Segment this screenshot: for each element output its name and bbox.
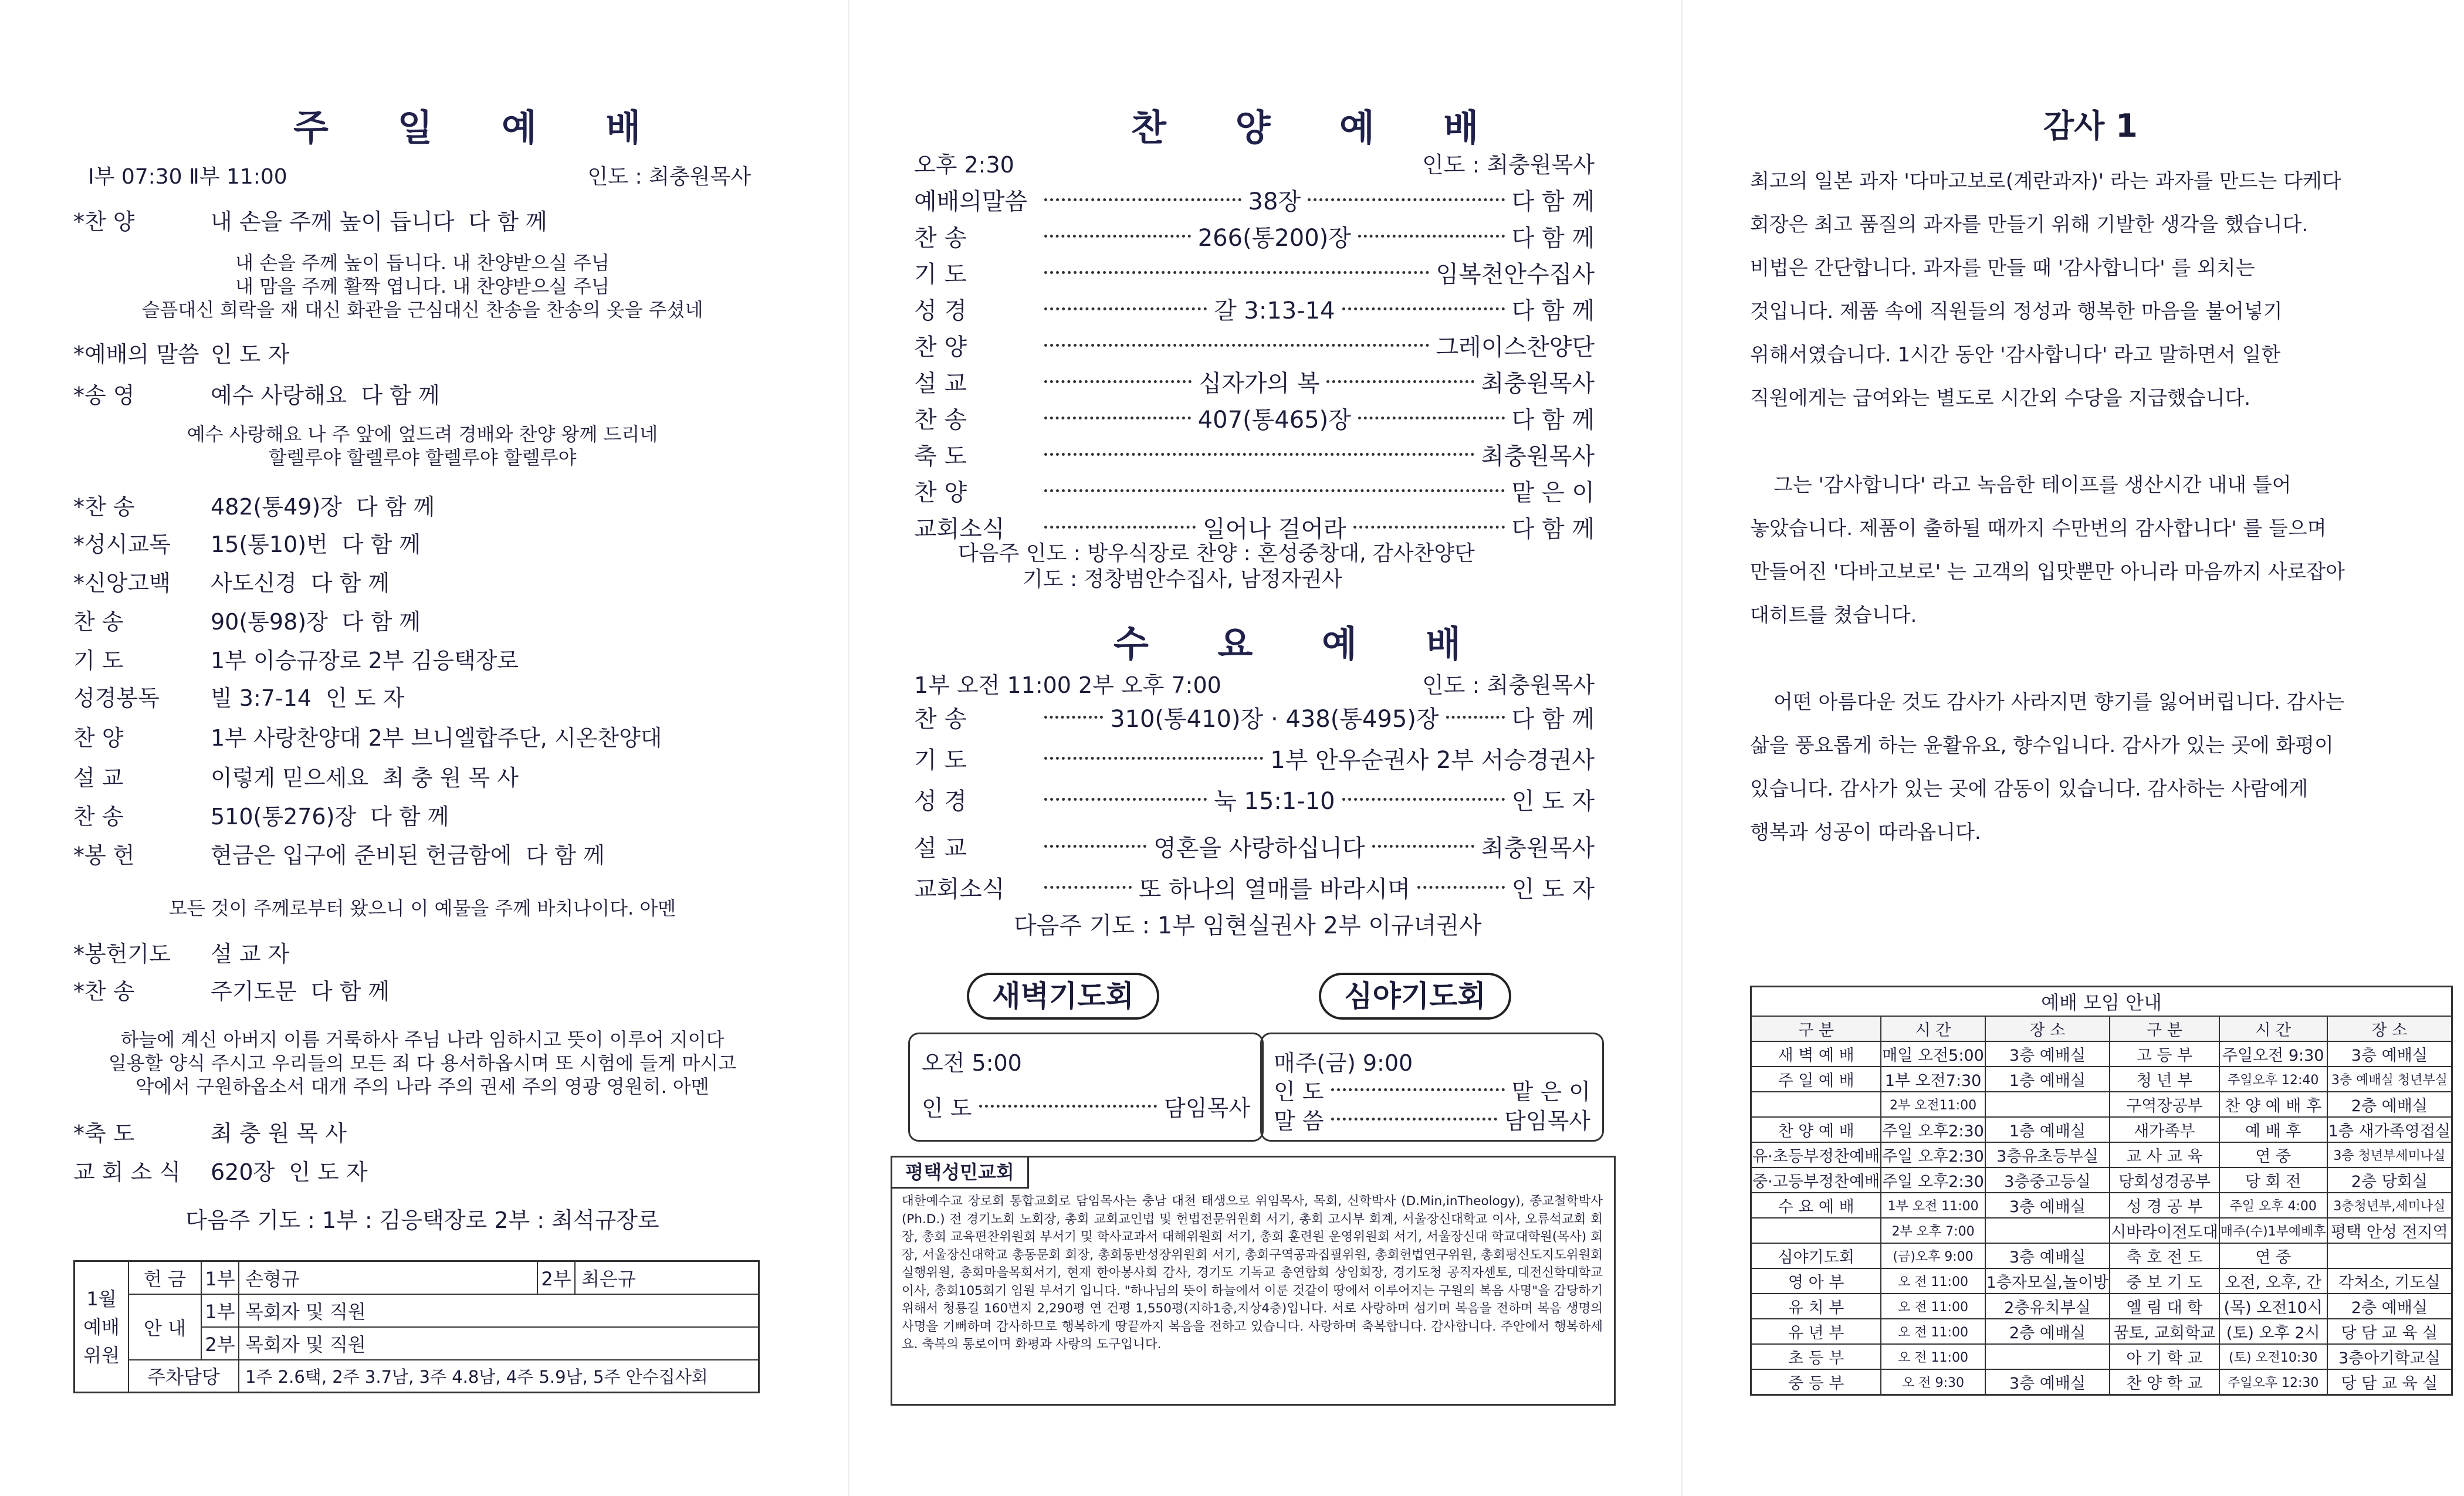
order-label: 설 교 [914, 370, 967, 397]
prose-line: 대히트를 쳤습니다. [1750, 604, 1917, 627]
schedule-cell: 3층청년부,세미나실 [2327, 1193, 2452, 1218]
schedule-cell: 당 담 교 육 실 [2327, 1319, 2452, 1344]
schedule-cell: 3층아기학교실 [2327, 1344, 2452, 1369]
schedule-cell: 고 등 부 [2110, 1041, 2219, 1067]
schedule-cell: 주 일 예 배 [1751, 1067, 1881, 1092]
prose-line: 비법은 간단합니다. 과자를 만들 때 '감사합니다' 를 외치는 [1750, 256, 2255, 280]
schedule-cell: (토) 오전10:30 [2219, 1344, 2327, 1369]
schedule-cell: 당회성경공부 [2110, 1167, 2219, 1193]
order-content: 일어나 걸어라 [1203, 516, 1346, 543]
order-responsible: 설 교 자 [211, 941, 290, 967]
schedule-cell: 주일 오후2:30 [1881, 1117, 1985, 1142]
duty-part: 1부 [201, 1294, 239, 1327]
schedule-row [1751, 1369, 2452, 1395]
order-content: 407(통465)장 [1197, 407, 1351, 434]
order-label: *찬 송 [73, 494, 135, 520]
duty-label: 안 내 [128, 1294, 201, 1360]
order-content: 1부 사랑찬양대 2부 브니엘합주단, 시온찬양대 [211, 725, 662, 751]
schedule-cell: (목) 오전10시 [2219, 1294, 2327, 1319]
schedule-cell: 2층 예배실 [1985, 1319, 2110, 1344]
schedule-cell: 유 치 부 [1751, 1294, 1881, 1319]
dawn-prayer-box [908, 1033, 1264, 1142]
prose-line: 최고의 일본 과자 '다마고보로(계란과자)' 라는 과자를 만드는 다케다 [1750, 170, 2341, 193]
schedule-cell: 찬 양 예 배 [1751, 1117, 1881, 1142]
schedule-cell: 평택 안성 전지역 [2327, 1218, 2452, 1243]
schedule-cell: 새 벽 예 배 [1751, 1041, 1881, 1067]
order-content: 310(통410)장 · 438(통495)장 [1110, 706, 1439, 733]
schedule-cell: 오 전 9:30 [1881, 1369, 1985, 1395]
schedule-row [1751, 1319, 2452, 1344]
night-leader-row [1274, 1077, 1590, 1107]
schedule-cell: 2층 당회실 [2327, 1167, 2452, 1193]
night-word: 담임목사 [1504, 1108, 1590, 1134]
schedule-cell: 초 등 부 [1751, 1344, 1881, 1369]
gratitude-paragraph-2 [1750, 463, 2442, 637]
schedule-cell: 영 아 부 [1751, 1268, 1881, 1294]
schedule-cell: 오 전 11:00 [1881, 1319, 1985, 1344]
order-responsible: 맡 은 이 [1511, 479, 1595, 506]
order-label: 성경봉독 [73, 685, 160, 711]
prose-line: 삶을 풍요롭게 하는 윤활유요, 향수입니다. 감사가 있는 곳에 화평이 [1750, 734, 2334, 757]
lords-prayer [76, 1028, 769, 1098]
order-label: 찬 송 [73, 804, 124, 830]
schedule-cell: 매주(수)1부예배후 [2219, 1218, 2327, 1243]
schedule-cell: 주일 오후2:30 [1881, 1142, 1985, 1167]
sunday-worship-panel [0, 0, 848, 1496]
schedule-header: 시 간 [1881, 1016, 1985, 1041]
schedule-cell: 오 전 11:00 [1881, 1344, 1985, 1369]
schedule-cell: 3층 예배실 [2327, 1041, 2452, 1067]
dawn-leader-row [922, 1093, 1250, 1123]
order-row [914, 874, 1595, 905]
order-responsible: 다 함 께 [341, 609, 421, 635]
sunday-header [88, 162, 751, 192]
prayer-line: 악에서 구원하옵소서 대개 주의 나라 주의 권세 주의 영광 영원히. 아멘 [136, 1075, 709, 1098]
order-label: *찬 송 [73, 979, 135, 1004]
schedule-cell: 오전, 오후, 간 [2219, 1268, 2327, 1294]
order-responsible: 1부 안우순권사 2부 서승경권사 [1270, 747, 1595, 774]
order-label: *송 영 [73, 383, 135, 408]
schedule-row [1751, 1344, 2452, 1369]
order-content: 1부 이승규장로 2부 김응택장로 [211, 648, 519, 673]
order-responsible: 다 함 께 [356, 494, 435, 520]
order-label: *예배의 말씀 [73, 341, 199, 367]
schedule-row [1751, 1167, 2452, 1193]
order-content: 내 손을 주께 높이 듭니다 [211, 209, 455, 235]
schedule-row [1751, 1218, 2452, 1243]
church-description: 대한예수교 장로회 통합교회로 담임목사는 충남 대천 태생으로 위임목사, 목회, 신학박사 (D.Min,inTheology), 종교철학박사(Ph.D.) 전 경기노회 노회장, 총회 교회교인법 및 헌법전문위원회 서기, 총회 고시부 회계, 서울장신대학교 이사, 오류석교회 회장, 총회 교육편찬위원회 부서기 및 학사교과서 대해위원회 서기, 총회 훈련원 운영위원회 서기, 서울장신대 학교대학원(목사) 회장, 서울장신대학교 총동문회 회장, 총회동반성장위원회 서기, 총회구역공과집필위원, 총회헌법연구위원, 총회평신도지도위원회 실행위원, 총회마을목회서기, 현재 한아봉사회 감사, 경기도 기독교 총연합회 상임회장, 경기도청 공직자센토, 대전신학대학교 이사, 총회105회기 임원 부서기 입니다. "하나님의 뜻이 하늘에서 이룬 것같이 땅에서 이루어지는 구원의 복음 사명"을 감당하기 위해서 청룡길 160번지 2,290평 연 건평 1,550평(지하1층,지상4층)입니다. 서로 사랑하며 섬기며 복음을 전하며 복음 생명의 사명을 기뻐하며 감사하므로 행복하게 땅끝까지 복음을 전하고 있습니다. 사랑하며 축복합니다. 감사합니다. 주안에서 행복하세요. 축복의 통로이며 화평과 사랑의 도구입니다. [902, 1194, 1603, 1352]
wednesday-times: 1부 오전 11:00 2부 오후 7:00 [914, 672, 1221, 698]
schedule-cell [1751, 1092, 1881, 1117]
schedule-cell: 찬 양 학 교 [2110, 1369, 2219, 1395]
order-row [914, 368, 1595, 399]
praise-leader: 인도 : 최충원목사 [1422, 152, 1595, 178]
order-label: 기 도 [73, 648, 124, 673]
order-row [914, 833, 1595, 864]
praise-header [914, 150, 1595, 180]
schedule-cell: 연 중 [2219, 1142, 2327, 1167]
order-responsible: 인 도 자 [326, 685, 405, 711]
schedule-cell: 3층 예배실 청년부실 [2327, 1067, 2452, 1092]
order-content: 482(통49)장 [211, 494, 342, 520]
duty-table [73, 1260, 760, 1393]
order-content: 사도신경 [211, 570, 297, 596]
schedule-cell: 3층유초등부실 [1985, 1142, 2110, 1167]
prose-line: 그는 '감사합니다' 라고 녹음한 테이프를 생산시간 내내 틀어 [1773, 473, 2292, 497]
night-time: 매주(금) 9:00 [1274, 1050, 1413, 1076]
order-content: 또 하나의 열매를 바라시며 [1138, 876, 1410, 903]
schedule-row [1751, 1142, 2452, 1167]
schedule-cell: 구역장공부 [2110, 1092, 2219, 1117]
order-label: *신앙고백 [73, 570, 171, 596]
schedule-cell: 2층유치부실 [1985, 1294, 2110, 1319]
order-responsible: 인 도 자 [1511, 788, 1595, 815]
order-content: 15(통10)번 [211, 532, 328, 557]
order-label: 성 경 [914, 788, 967, 815]
lyric-line: 할렐루야 할렐루야 할렐루야 할렐루야 [268, 446, 577, 469]
order-row [914, 296, 1595, 326]
schedule-cell: (토) 오후 2시 [2219, 1319, 2327, 1344]
order-content: 620장 [211, 1159, 275, 1185]
prose-line: 직원에게는 급여와는 별도로 시간외 수당을 지급했습니다. [1750, 387, 2251, 410]
schedule-cell: 2부 오후 7:00 [1881, 1218, 1985, 1243]
sunday-next-week: 다음주 기도 : 1부 : 김응택장로 2부 : 최석규장로 [185, 1207, 659, 1233]
church-name: 평택성민교회 [892, 1157, 1029, 1189]
schedule-row [1751, 1243, 2452, 1268]
order-responsible: 인 도 자 [211, 341, 290, 367]
schedule-cell: 2부 오전11:00 [1881, 1092, 1985, 1117]
lyric-line: 예수 사랑해요 나 주 앞에 엎드려 경배와 찬양 왕께 드리네 [187, 423, 658, 445]
schedule-cell: 매일 오전5:00 [1881, 1041, 1985, 1067]
order-responsible: 다 함 께 [310, 570, 390, 596]
schedule-cell: 2층 예배실 [2327, 1294, 2452, 1319]
schedule-cell: 성 경 공 부 [2110, 1193, 2219, 1218]
order-responsible: 최충원목사 [1481, 443, 1595, 470]
order-label: 찬 송 [914, 407, 967, 434]
schedule-cell: 1부 오전 11:00 [1881, 1193, 1985, 1218]
schedule-cell: 주일 오후2:30 [1881, 1167, 1985, 1193]
order-label: 찬 송 [73, 609, 124, 635]
schedule-header: 구 분 [2110, 1016, 2219, 1041]
order-label: 찬 양 [73, 725, 124, 751]
schedule-cell: 2층 예배실 [2327, 1092, 2452, 1117]
schedule-cell: 유·초등부정찬예배 [1751, 1142, 1881, 1167]
lyric-line: 내 맘을 주께 활짝 엽니다. 내 찬양받으실 주님 [235, 275, 610, 297]
order-responsible: 다 함 께 [341, 532, 421, 557]
schedule-header: 구 분 [1751, 1016, 1881, 1041]
order-content: 예수 사랑해요 [211, 383, 347, 408]
gratitude-title: 감사 1 [2043, 107, 2138, 144]
order-row [914, 223, 1595, 253]
order-responsible: 다 함 께 [1511, 407, 1595, 434]
lyric-line: 슬픔대신 희락을 재 대신 화관을 근심대신 찬송을 찬송의 옷을 주셨네 [141, 299, 703, 321]
night-prayer-box [1260, 1033, 1604, 1142]
order-label: 교 회 소 식 [73, 1159, 181, 1185]
order-label: 예배의말씀 [914, 188, 1028, 215]
order-responsible: 최충원목사 [1481, 835, 1595, 862]
duty-person: 최은규 [575, 1261, 759, 1294]
schedule-cell: 주일 오후 4:00 [2219, 1193, 2327, 1218]
order-label: *봉헌기도 [73, 941, 171, 967]
order-content: 266(통200)장 [1197, 225, 1351, 252]
schedule-cell: 시바라이전도대 [2110, 1218, 2219, 1243]
schedule-header-row [1751, 1016, 2452, 1041]
order-responsible: 다 함 께 [1511, 706, 1595, 733]
schedule-cell: (금)오후 9:00 [1881, 1243, 1985, 1268]
lyric-line: 내 손을 주께 높이 듭니다. 내 찬양받으실 주님 [235, 252, 610, 274]
schedule-header: 장 소 [2327, 1016, 2452, 1041]
song-lyrics-2 [76, 422, 769, 469]
order-label: 교회소식 [914, 876, 1005, 903]
schedule-row [1751, 1193, 2452, 1218]
schedule-header: 장 소 [1985, 1016, 2110, 1041]
order-label: *봉 헌 [73, 842, 135, 868]
schedule-cell: 3층 예배실 [1985, 1041, 2110, 1067]
order-responsible: 다 함 께 [1511, 516, 1595, 543]
order-responsible: 최 충 원 목 사 [211, 1121, 347, 1146]
order-responsible: 다 함 께 [1511, 188, 1595, 215]
order-label: 기 도 [914, 261, 967, 288]
prose-line: 있습니다. 감사가 있는 곳에 감동이 있습니다. 감사하는 사람에게 [1750, 777, 2309, 801]
order-content: 빌 3:7-14 [211, 685, 312, 711]
order-row [914, 405, 1595, 435]
schedule-cell: 1층 예배실 [1985, 1067, 2110, 1092]
praise-next-2: 기도 : 정창범안수집사, 남정자권사 [1023, 567, 1342, 591]
schedule-cell [1985, 1344, 2110, 1369]
schedule-cell: 3층 청년부세미나실 [2327, 1142, 2452, 1167]
order-content: 영혼을 사랑하십니다 [1153, 835, 1365, 862]
night-word-row [1274, 1106, 1590, 1136]
duty-person: 목회자 및 직원 [239, 1294, 759, 1327]
sunday-times: Ⅰ부 07:30 Ⅱ부 11:00 [88, 165, 287, 189]
duty-month: 1월 예배 위원 [75, 1261, 129, 1393]
order-responsible: 최충원목사 [1481, 370, 1595, 397]
order-responsible: 인 도 자 [289, 1159, 368, 1185]
schedule-cell: 주일오후 12:30 [2219, 1369, 2327, 1395]
schedule-cell: 3층 예배실 [1985, 1193, 2110, 1218]
dawn-leader: 담임목사 [1164, 1095, 1250, 1121]
order-label: 찬 송 [914, 225, 967, 252]
schedule-cell: 3층 예배실 [1985, 1369, 2110, 1395]
gratitude-panel [1681, 0, 2464, 1496]
schedule-cell: 오 전 11:00 [1881, 1268, 1985, 1294]
order-row [914, 704, 1595, 735]
praise-title: 찬 양 예 배 [1131, 106, 1507, 149]
schedule-row [1751, 1067, 2452, 1092]
schedule-table [1750, 986, 2453, 1396]
order-responsible: 다 함 께 [310, 979, 390, 1004]
dedication-text: 모든 것이 주께로부터 왔으니 이 예물을 주께 바치나이다. 아멘 [168, 897, 676, 919]
schedule-cell: 주일오후 12:40 [2219, 1067, 2327, 1092]
order-label: *찬 양 [73, 209, 135, 235]
song-lyrics-1 [76, 251, 769, 321]
order-responsible: 다 함 께 [468, 209, 547, 235]
order-content: 주기도문 [211, 979, 297, 1004]
order-responsible: 다 함 께 [1511, 297, 1595, 324]
schedule-cell: 3층 예배실 [1985, 1243, 2110, 1268]
dawn-leader-label: 인 도 [922, 1095, 972, 1121]
schedule-cell [1985, 1218, 2110, 1243]
praise-next-1: 다음주 인도 : 방우식장로 찬양 : 혼성중창대, 감사찬양단 [958, 541, 1475, 566]
order-label: 기 도 [914, 747, 967, 774]
gratitude-paragraph-3 [1750, 681, 2442, 854]
schedule-cell: 새가족부 [2110, 1117, 2219, 1142]
schedule-cell: 꿈토, 교회학교 [2110, 1319, 2219, 1344]
order-responsible: 다 함 께 [526, 842, 605, 868]
order-content: 현금은 입구에 준비된 헌금함에 [211, 842, 512, 868]
order-row [914, 786, 1595, 817]
schedule-row [1751, 1294, 2452, 1319]
schedule-cell: 오 전 11:00 [1881, 1294, 1985, 1319]
prose-line: 회장은 최고 품질의 과자를 만들기 위해 기발한 생각을 했습니다. [1750, 213, 2309, 236]
wednesday-next: 다음주 기도 : 1부 임현실권사 2부 이규녀권사 [1014, 912, 1482, 939]
prose-line: 만들어진 '다바고보로' 는 고객의 입맛뿐만 아니라 마음까지 사로잡아 [1750, 560, 2345, 584]
schedule-cell: 아 기 학 교 [2110, 1344, 2219, 1369]
order-responsible: 그레이스찬양단 [1436, 334, 1595, 361]
schedule-cell: 연 중 [2219, 1243, 2327, 1268]
order-row [914, 332, 1595, 363]
order-content: 갈 3:13-14 [1214, 297, 1335, 324]
schedule-cell: 엘 림 대 학 [2110, 1294, 2219, 1319]
dawn-prayer-title: 새벽기도회 [967, 973, 1159, 1020]
night-prayer-title: 심야기도회 [1319, 973, 1511, 1020]
gratitude-paragraph-1 [1750, 160, 2442, 420]
schedule-cell: 중 등 부 [1751, 1369, 1881, 1395]
schedule-cell: 당 담 교 육 실 [2327, 1369, 2452, 1395]
night-leader-label: 인 도 [1274, 1079, 1324, 1105]
dawn-time: 오전 5:00 [922, 1050, 1022, 1076]
order-label: 설 교 [73, 765, 124, 791]
schedule-cell: 축 호 전 도 [2110, 1243, 2219, 1268]
order-row [914, 745, 1595, 776]
order-label: 교회소식 [914, 516, 1005, 543]
prayer-line: 일용할 양식 주시고 우리들의 모든 죄 다 용서하옵시며 또 시험에 들게 마시고 [108, 1052, 737, 1074]
order-content: 90(통98)장 [211, 609, 328, 635]
order-content: 눅 15:1-10 [1214, 788, 1335, 815]
schedule-cell: 청 년 부 [2110, 1067, 2219, 1092]
wednesday-header [914, 670, 1595, 700]
schedule-cell: 1층 예배실 [1985, 1117, 2110, 1142]
schedule-cell: 3층중고등실 [1985, 1167, 2110, 1193]
duty-person: 손형규 [239, 1261, 537, 1294]
praise-worship-panel [848, 0, 1683, 1496]
wednesday-title: 수 요 예 배 [1113, 622, 1490, 665]
schedule-row [1751, 1041, 2452, 1067]
order-responsible: 다 함 께 [1511, 225, 1595, 252]
prose-line: 놓았습니다. 제품이 출하될 때까지 수만번의 감사합니다' 를 들으며 [1750, 517, 2327, 540]
order-responsible: 다 함 께 [361, 383, 440, 408]
praise-time: 오후 2:30 [914, 152, 1014, 178]
schedule-cell: 심야기도회 [1751, 1243, 1881, 1268]
order-label: 설 교 [914, 835, 967, 862]
schedule-cell: 중 보 기 도 [2110, 1268, 2219, 1294]
night-word-label: 말 씀 [1274, 1108, 1324, 1134]
schedule-cell: 당 회 전 [2219, 1167, 2327, 1193]
duty-part: 2부 [537, 1261, 575, 1294]
order-label: 찬 양 [914, 479, 967, 506]
order-content: 38장 [1248, 188, 1301, 215]
duty-person: 1주 2.6택, 2주 3.7남, 3주 4.8남, 4주 5.9남, 5주 안수집사회 [239, 1360, 759, 1393]
order-row [914, 259, 1595, 290]
order-row [914, 478, 1595, 508]
order-label: *성시교독 [73, 532, 171, 557]
order-responsible: 다 함 께 [370, 804, 449, 830]
order-label: *축 도 [73, 1121, 135, 1146]
schedule-row [1751, 1268, 2452, 1294]
order-row [914, 441, 1595, 472]
schedule-cell: 1층자모실,놀이방 [1985, 1268, 2110, 1294]
schedule-cell: 찬 양 예 배 후 [2219, 1092, 2327, 1117]
prose-line: 것입니다. 제품 속에 직원들의 정성과 행복한 마음을 불어넣기 [1750, 300, 2283, 323]
schedule-cell [1751, 1218, 1881, 1243]
order-responsible: 인 도 자 [1511, 876, 1595, 903]
duty-label: 헌 금 [128, 1261, 201, 1294]
schedule-cell [1985, 1092, 2110, 1117]
night-leader: 맡 은 이 [1511, 1079, 1590, 1105]
sunday-leader: 인도 : 최충원목사 [587, 165, 751, 189]
prose-line: 행복과 성공이 따라옵니다. [1750, 821, 1981, 844]
schedule-cell: 중·고등부정찬예배 [1751, 1167, 1881, 1193]
schedule-cell: 수 요 예 배 [1751, 1193, 1881, 1218]
wednesday-leader: 인도 : 최충원목사 [1422, 672, 1595, 698]
schedule-cell: 교 사 교 육 [2110, 1142, 2219, 1167]
order-row [914, 187, 1595, 217]
order-label: 찬 양 [914, 334, 967, 361]
church-intro-box [891, 1156, 1616, 1406]
order-label: 성 경 [914, 297, 967, 324]
schedule-row [1751, 1092, 2452, 1117]
schedule-cell: 각처소, 기도실 [2327, 1268, 2452, 1294]
schedule-cell: 주일오전 9:30 [2219, 1041, 2327, 1067]
order-responsible: 임복천안수집사 [1436, 261, 1595, 288]
schedule-cell: 1층 새가족영접실 [2327, 1117, 2452, 1142]
prose-line: 위해서였습니다. 1시간 동안 '감사합니다' 라고 말하면서 일한 [1750, 343, 2281, 367]
schedule-cell: 유 년 부 [1751, 1319, 1881, 1344]
duty-part: 1부 [201, 1261, 239, 1294]
schedule-cell: 예 배 후 [2219, 1117, 2327, 1142]
prayer-line: 하늘에 계신 아버지 이름 거룩하사 주님 나라 임하시고 뜻이 이루어 지이다 [120, 1028, 725, 1051]
order-label: 찬 송 [914, 706, 967, 733]
order-content: 이렇게 믿으세요 [211, 765, 369, 791]
order-responsible: 최 충 원 목 사 [383, 765, 519, 791]
duty-person: 목회자 및 직원 [239, 1327, 759, 1360]
schedule-cell: 1부 오전7:30 [1881, 1067, 1985, 1092]
order-label: 축 도 [914, 443, 967, 470]
duty-label: 주차담당 [128, 1360, 239, 1393]
schedule-title: 예배 모임 안내 [1751, 987, 2452, 1017]
schedule-row [1751, 1117, 2452, 1142]
prose-line: 어떤 아름다운 것도 감사가 사라지면 향기를 잃어버립니다. 감사는 [1773, 691, 2345, 714]
order-content: 십자가의 복 [1199, 370, 1320, 397]
duty-part: 2부 [201, 1327, 239, 1360]
schedule-header: 시 간 [2219, 1016, 2327, 1041]
order-content: 510(통276)장 [211, 804, 357, 830]
schedule-cell [2327, 1243, 2452, 1268]
sunday-title: 주 일 예 배 [293, 106, 669, 149]
